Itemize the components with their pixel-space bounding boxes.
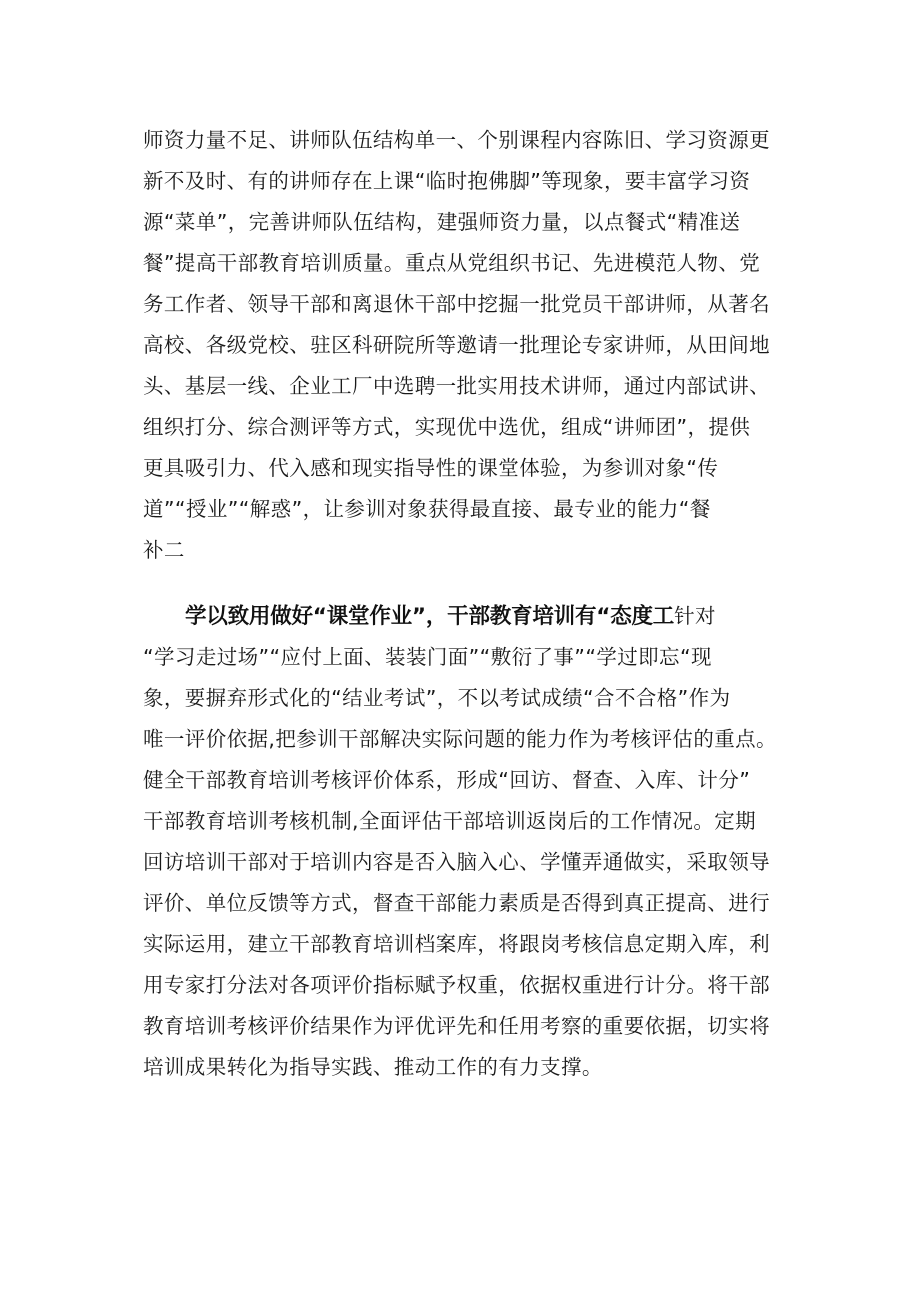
paragraph-line: 组织打分、综合测评等方式，实现优中选优，组成“讲师团”，提供 <box>143 415 751 439</box>
paragraph-2 <box>143 596 788 1088</box>
paragraph-line: 务工作者、领导干部和离退休干部中挖掘一批党员干部讲师，从著名 <box>143 292 770 316</box>
paragraph-line: 餐”提高干部教育培训质量。重点从党组织书记、先进模范人物、党 <box>143 251 761 275</box>
paragraph-line: 干部教育培训考核机制,全面评估干部培训返岗后的工作情况。定期 <box>143 809 757 833</box>
paragraph-line: 回访培训干部对于培训内容是否入脑入心、学懂弄通做实，采取领导 <box>143 850 770 874</box>
paragraph-line: 高校、各级党校、驻区科研院所等邀请一批理论专家讲师，从田间地 <box>143 333 770 357</box>
paragraph-1 <box>143 120 788 571</box>
heading-tail-text: 针对 <box>674 604 716 628</box>
paragraph-line: 象，要摒弃形式化的“结业考试”，不以考试成绩“合不合格”作为 <box>143 686 731 710</box>
paragraph-line: 新不及时、有的讲师存在上课“临时抱佛脚”等现象，要丰富学习资 <box>143 169 751 193</box>
paragraph-line: 教育培训考核评价结果作为评优评先和任用考察的重要依据，切实将 <box>143 1014 770 1038</box>
paragraph-line: 师资力量不足、讲师队伍结构单一、个别课程内容陈旧、学习资源更 <box>143 128 770 152</box>
paragraph-line: 更具吸引力、代入感和现实指导性的课堂体验，为参训对象“传 <box>143 456 719 480</box>
paragraph-line: 道”“授业”“解惑”，让参训对象获得最直接、最专业的能力“餐 <box>143 497 711 521</box>
paragraph-line: 实际运用，建立干部教育培训档案库，将跟岗考核信息定期入库，利 <box>143 932 770 956</box>
paragraph-line: 评价、单位反馈等方式，督查干部能力素质是否得到真正提高、进行 <box>143 891 770 915</box>
paragraph-line: “学习走过场”“应付上面、装装门面”“敷衍了事”“学过即忘“现 <box>143 645 712 669</box>
paragraph-line: 头、基层一线、企业工厂中选聘一批实用技术讲师，通过内部试讲、 <box>143 374 770 398</box>
paragraph-line: 用专家打分法对各项评价指标赋予权重，依据权重进行计分。将干部 <box>143 973 770 997</box>
paragraph-line: 补二 <box>143 538 185 562</box>
section-heading: 学以致用做好“课堂作业”，干部教育培训有“态度工 <box>185 604 675 629</box>
paragraph-line: 健全干部教育培训考核评价体系，形成“回访、督查、入库、计分” <box>143 768 751 792</box>
paragraph-line: 源“菜单”，完善讲师队伍结构，建强师资力量，以点餐式“精准送 <box>143 210 741 234</box>
section-heading-line <box>143 596 788 637</box>
paragraph-line: 唯一评价依据,把参训干部解决实际问题的能力作为考核评估的重点。 <box>143 727 777 751</box>
paragraph-line: 培训成果转化为指导实践、推动工作的有力支撑。 <box>143 1055 603 1079</box>
